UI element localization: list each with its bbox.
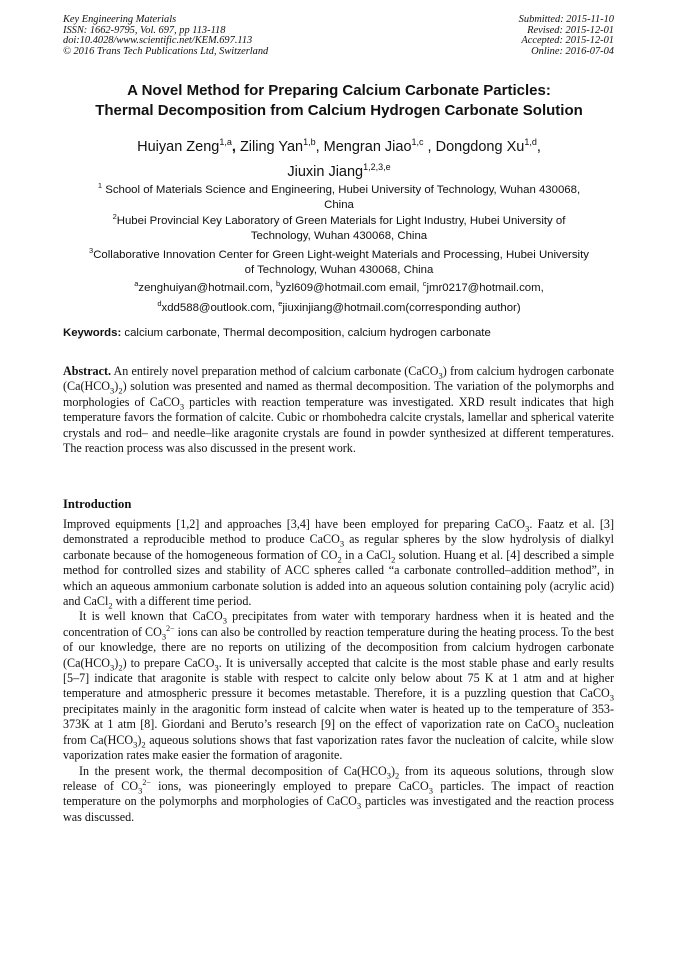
dates-header bbox=[519, 15, 614, 57]
email-link[interactable]: xdd588@outlook.com, bbox=[161, 302, 276, 315]
email-link[interactable]: zenghuiyan@hotmail.com, bbox=[138, 281, 273, 294]
keywords-text: calcium carbonate, Thermal decomposition, calcium hydrogen carbonate bbox=[124, 327, 491, 339]
revised-date: Revised: 2015-12-01 bbox=[527, 24, 614, 36]
online-date: Online: 2016-07-04 bbox=[531, 45, 614, 57]
title-line-1: A Novel Method for Preparing Calcium Carbonate Particles: bbox=[127, 82, 551, 99]
doi-line: doi:10.4028/www.scientific.net/KEM.697.113 bbox=[63, 35, 253, 47]
abstract-label: Abstract. bbox=[63, 364, 112, 378]
paragraph: Improved equipments [1,2] and approaches [3,4] have been employed for preparing CaCO$_3$. Faatz et al. [3] demonstrated a reproducible method to produce CaCO$_3$ as regular spheres by the slow hydrolysis of dialkyl carbonate because of the homogeneous formation of $CO_2$ in a CaCl$_2$ solution. Huang et al. [4] described a simple method for controlled sizes and stability of ACC spheres called “a carbonate controlled–addition method”, in which an aqueous ammonium carbonate solution is added into an aqueous solution containing poly (acrylic acid) and CaCl$_2$ with a different time period. bbox=[63, 517, 614, 611]
issn-line: ISSN: 1662-9795, Vol. 697, pp 113-118 bbox=[63, 24, 226, 36]
affiliation-2 bbox=[55, 209, 623, 245]
copyright-line: © 2016 Trans Tech Publications Ltd, Switzerland bbox=[63, 45, 269, 57]
affil-text: of Technology, Wuhan 430068, China bbox=[244, 264, 434, 277]
affil-text: Collaborative Innovation Center for Green Light-weight Materials and Processing, Hubei University bbox=[93, 248, 589, 261]
email-link[interactable]: jiuxinjiang@hotmail.com(corresponding author) bbox=[282, 302, 521, 315]
author-name: Dongdong Xu bbox=[435, 138, 525, 155]
authors-line-1: Huiyan Zeng$^{1,a}$, Ziling Yan$^{1,b}$, Mengran Jiao$^{1,c}$ , Dongdong Xu$^{1,d}$, bbox=[137, 137, 541, 155]
paper-title bbox=[40, 81, 638, 121]
keywords-label: Keywords: bbox=[63, 327, 122, 339]
affil-text: China bbox=[324, 199, 354, 212]
email-mark: e bbox=[278, 299, 283, 309]
author-affil-mark: 1,2,3,e bbox=[363, 161, 391, 172]
author-affil-mark: 1,c bbox=[411, 137, 424, 147]
email-mark: d bbox=[157, 299, 162, 309]
abstract: Abstract. An entirely novel preparation method of calcium carbonate (CaCO$_3$) from calcium hydrogen carbonate $(Ca(HCO_3)_2)$ solution was presented and named as thermal decomposition. The variation of the polymorphs and morphologies of CaCO$_3$ particles with reaction temperature was investigated. XRD result indicates that high temperature favors the formation of calcite. Cubic or rhombohedra calcite crystals, lamellar and spherical vaterite crystals and rod– and needle–like aragonite crystals are found in powder synthesized at different temperatures. The reaction process was also discussed in the present work. bbox=[63, 364, 614, 456]
author-affil-mark: 1,d bbox=[524, 137, 537, 147]
affil-number: 1 bbox=[97, 181, 103, 190]
email-mark: a bbox=[134, 279, 139, 288]
author-name: Jiuxin Jiang bbox=[287, 163, 364, 180]
affil-number: 2 bbox=[112, 212, 117, 221]
affiliation-3 bbox=[55, 243, 623, 279]
email-link[interactable]: yzl609@hotmail.com email, bbox=[280, 281, 420, 294]
author-name: Mengran Jiao bbox=[323, 138, 412, 155]
author-list bbox=[40, 132, 638, 182]
section-heading-introduction: Introduction bbox=[63, 497, 132, 511]
author-emails bbox=[55, 276, 623, 317]
affil-text: School of Materials Science and Engineering, Hubei University of Technology, Wuhan 430068, bbox=[105, 183, 581, 196]
submitted-date: Submitted: 2015-11-10 bbox=[518, 14, 614, 25]
title-line-2: Thermal Decomposition from Calcium Hydrogen Carbonate Solution bbox=[95, 102, 583, 119]
affil-number: 3 bbox=[89, 246, 94, 255]
author-name: Huiyan Zeng bbox=[137, 138, 220, 155]
accepted-date: Accepted: 2015-12-01 bbox=[521, 35, 614, 47]
paragraph: It is well known that CaCO$_3$ precipitates from water with temporary hardness when it is heated and the concentration of $CO_3^{2-}$ ions can also be controlled by reaction temperature during the heating process. To the best of our knowledge, there are no reports on utilizing of the decomposition from calcium hydrogen carbonate $(Ca(HCO_3)_2)$ to prepare CaCO$_3$. It is universally accepted that calcite is the most stable phase and early results [5–7] indicate that aragonite is stable with respect to calcite only below about 75 K at 1 atm and at higher temperature and atmospheric pressure it becomes metastable. Therefore, it is a puzzling question that CaCO$_3$ precipitates mainly in the aragonitic form instead of calcite when water is heated up to the temperature of 353-373K at 1 atm [8]. Giordani and Beruto’s research [9] on the effect of vaporization rate on CaCO$_3$ nucleation from $Ca(HCO_3)_2$ aqueous solutions shows that fast vaporization rates favor the nucleation of calcite, while slow vaporization rates make easier the formation of aragonite. bbox=[63, 609, 614, 763]
author-affil-mark: 1,a bbox=[219, 137, 232, 147]
keywords bbox=[63, 326, 623, 341]
email-mark: c bbox=[422, 279, 427, 288]
author-affil-mark: 1,b bbox=[303, 137, 316, 147]
email-mark: b bbox=[275, 279, 281, 288]
affil-text: Hubei Provincial Key Laboratory of Green Materials for Light Industry, Hubei University of bbox=[116, 214, 566, 227]
email-link[interactable]: jmr0217@hotmail.com, bbox=[426, 281, 544, 294]
journal-header bbox=[63, 15, 268, 57]
paragraph: In the present work, the thermal decomposition of $Ca(HCO_3)_2$ from its aqueous solutions, through slow release of $CO_3^{2-}$ ions, was pioneeringly employed to prepare CaCO$_3$ particles. The impact of reaction temperature on the polymorphs and morphologies of CaCO$_3$ particles was investigated and the reaction process was discussed. bbox=[63, 763, 615, 824]
author-name: Ziling Yan bbox=[239, 138, 304, 155]
affil-text: Technology, Wuhan 430068, China bbox=[250, 230, 428, 243]
journal-name: Key Engineering Materials bbox=[63, 14, 177, 25]
introduction-text bbox=[63, 517, 614, 825]
